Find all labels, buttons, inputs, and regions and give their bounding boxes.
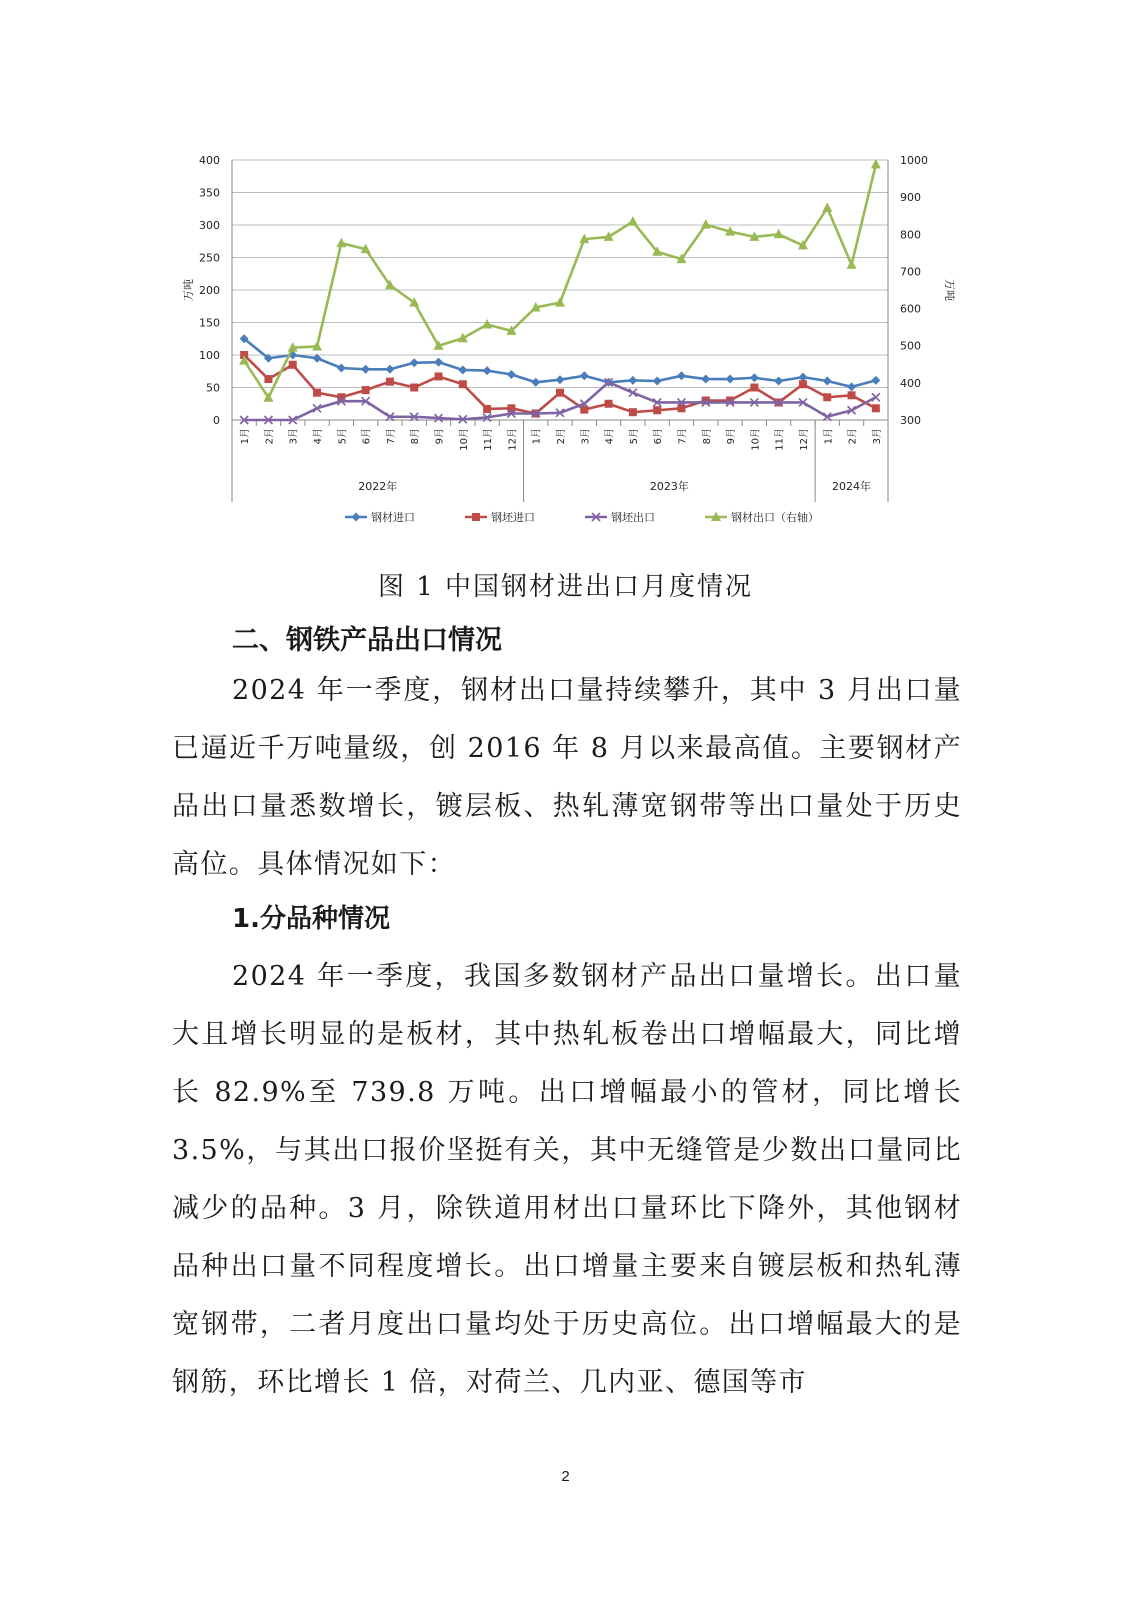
x-tick-label: 3月 [871,428,883,445]
point-square [472,513,480,521]
point-square [605,400,613,408]
figure-caption: 图 1 中国钢材进出口月度情况 [377,572,754,602]
point-triangle [822,202,832,211]
x-tick-label: 5月 [628,428,640,445]
point-diamond [653,377,662,386]
point-square [750,384,758,392]
point-square [313,389,321,397]
y-tick-label: 250 [199,251,220,265]
point-diamond [726,375,735,384]
page-number: 2 [561,1468,570,1485]
point-square [556,389,564,397]
point-square [289,361,297,369]
point-triangle [482,319,492,329]
point-diamond [750,373,759,382]
x-tick-label: 2月 [264,428,276,445]
y-tick-label: 300 [199,219,220,232]
legend-label: 钢材出口（右轴） [731,511,819,524]
point-square [362,386,370,394]
year-label: 2023年 [649,480,689,493]
x-tick-label: 2月 [556,428,567,445]
point-diamond [361,365,370,374]
point-diamond [434,358,443,367]
point-square [848,391,856,399]
x-tick-label: 1月 [823,428,835,445]
point-diamond [871,376,880,385]
point-square [823,393,831,401]
point-diamond [823,377,832,386]
y2-tick-label: 700 [900,265,921,279]
point-diamond [847,382,856,391]
x-tick-label: 3月 [580,428,592,445]
y2-tick-label: 300 [900,414,921,427]
y2-tick-label: 1000 [900,154,928,167]
y2-tick-label: 600 [900,302,921,316]
point-diamond [774,377,783,386]
point-triangle [336,238,346,248]
legend-label: 钢坯进口 [491,511,535,524]
x-tick-label: 4月 [604,428,616,445]
x-tick-label: 11月 [483,428,495,451]
point-diamond [531,378,540,387]
point-x [872,393,880,401]
x-tick-label: 12月 [798,428,810,451]
point-diamond [580,371,589,380]
point-diamond [352,513,361,522]
paragraph-1: 2024 年一季度，钢材出口量持续攀升，其中 3 月出口量已逼近千万吨量级，创 2016 年 8 月以来最高值。主要钢材产品出口量悉数增长，镀层板、热轧薄宽钢带等出口量处于历史高位。具体情况如下： [172,675,962,880]
y2-tick-label: 900 [900,191,921,205]
point-square [410,384,418,392]
point-diamond [483,366,492,375]
x-tick-label: 3月 [288,428,300,445]
point-triangle [628,216,638,226]
x-tick-label: 11月 [774,428,786,451]
y-tick-label: 200 [199,284,220,297]
x-tick-label: 1月 [240,428,252,445]
x-tick-label: 5月 [337,428,349,445]
x-tick-label: 10月 [750,428,762,451]
point-square [483,405,491,413]
section-heading: 二、钢铁产品出口情况 [232,625,502,656]
x-tick-label: 9月 [434,428,446,445]
point-triangle [847,259,857,269]
point-triangle [701,219,711,229]
y2-tick-label: 800 [900,228,921,242]
point-square [799,380,807,388]
y2-tick-label: 500 [900,339,921,353]
year-label: 2022年 [358,480,398,493]
point-diamond [410,358,419,367]
point-square [459,380,467,388]
x-tick-label: 7月 [385,428,397,445]
point-diamond [628,376,637,385]
point-diamond [385,365,394,374]
x-tick-label: 8月 [410,428,422,445]
point-square [386,378,394,386]
point-square [435,372,443,380]
y-tick-label: 150 [199,316,220,330]
point-diamond [701,375,710,384]
y-tick-label: 0 [213,414,220,427]
x-tick-label: 10月 [458,428,470,451]
point-triangle [555,297,565,307]
point-diamond [556,375,565,384]
y2-tick-label: 400 [900,376,921,390]
paragraph-2: 2024 年一季度，我国多数钢材产品出口量增长。出口量大且增长明显的是板材，其中热轧板卷出口增幅最大，同比增长 82.9%至 739.8 万吨。出口增幅最小的管材，同比增长 3.5%，与其出口报价坚挺有关，其中无缝管是少数出口量同比减少的品种。3 月，除铁道用材出口量环比下降外，其他钢材品种出口量不同程度增长。出口增量主要来自镀层板和热轧薄宽钢带，二者月度出口量均处于历史高位。出口增幅最大的是钢筋，环比增长 1 倍，对荷兰、几内亚、德国等市 [172,961,962,1398]
x-tick-label: 7月 [677,428,689,445]
point-diamond [507,370,516,379]
series-line [244,164,876,397]
subsection-heading: 1.分品种情况 [232,904,390,934]
y-axis-title: 万吨 [182,279,195,301]
x-tick-label: 6月 [361,428,373,445]
y2-axis-title: 万吨 [943,279,956,301]
legend-label: 钢坯出口 [611,511,655,524]
steel-import-export-chart [170,145,960,540]
y-tick-label: 100 [199,349,220,362]
x-tick-label: 9月 [726,428,738,445]
point-diamond [337,364,346,373]
x-tick-label: 6月 [653,428,665,445]
point-square [629,408,637,416]
point-diamond [458,365,467,374]
legend-label: 钢材进口 [371,511,415,524]
point-square [264,375,272,383]
y-tick-label: 350 [199,186,220,200]
x-tick-label: 12月 [507,428,519,451]
point-square [872,404,880,412]
x-tick-label: 2月 [847,428,859,445]
y-tick-label: 50 [206,381,220,395]
y-tick-label: 400 [199,154,220,167]
year-label: 2024年 [832,480,872,493]
point-diamond [677,371,686,380]
point-square [653,406,661,414]
x-tick-label: 4月 [313,428,325,445]
x-tick-label: 1月 [531,428,543,445]
x-tick-label: 8月 [701,428,713,445]
